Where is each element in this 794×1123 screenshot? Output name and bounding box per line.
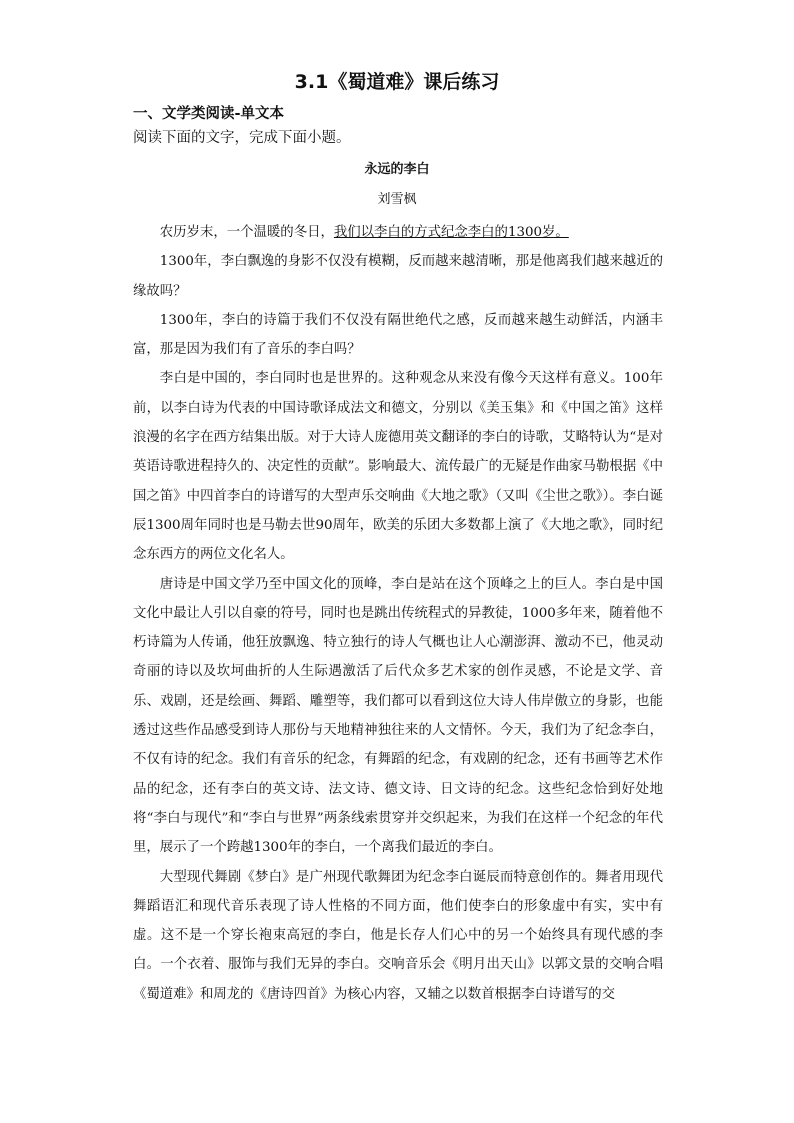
paragraph-2: 1300年，李白飘逸的身影不仅没有模糊，反而越来越清晰，那是他离我们越来越近的缘故吗？ bbox=[133, 254, 663, 299]
article-body bbox=[133, 218, 663, 1009]
paragraph-1-lead: 农历岁末，一个温暖的冬日， bbox=[159, 225, 334, 240]
paragraph-3: 1300年，李白的诗篇于我们不仅没有隔世绝代之感，反而越来越生动鲜活，内涵丰富，那是因为我们有了音乐的李白吗？ bbox=[133, 312, 663, 358]
underlined-sentence: 我们以李白的方式纪念李白的1300岁。 bbox=[333, 225, 569, 240]
paragraph-5: 唐诗是中国文学乃至中国文化的顶峰，李白是站在这个顶峰之上的巨人。李白是中国文化中最让人引以自豪的符号，同时也是跳出传统程式的异教徒，1000多年来，随着他不朽诗篇为人传诵，他狂放飘逸、特立独行的诗人气概也让人心潮澎湃、激动不已，他灵动奇丽的诗以及坎坷曲折的人生际遇激活了后代众多艺术家的创作灵感，不论是文学、音乐、戏剧，还是绘画、舞蹈、雕塑等，我们都可以看到这位大诗人伟岸傲立的身影，也能透过这些作品感受到诗人那份与天地精神独往来的人文情怀。今天，我们为了纪念李白，不仅有诗的纪念。我们有音乐的纪念，有舞蹈的纪念，有戏剧的纪念，还有书画等艺术作品的纪念，还有李白的英文诗、法文诗、德文诗、日文诗的纪念。这些纪念恰到好处地将“李白与现代”和“李白与世界”两条线索贯穿并交织起来，为我们在这样一个纪念的年代里，展示了一个跨越1300年的李白，一个离我们最近的李白。 bbox=[133, 576, 663, 856]
article-author: 刘雪枫 bbox=[377, 192, 417, 207]
page-title: 3.1《蜀道难》课后练习 bbox=[294, 71, 500, 93]
paragraph-1 bbox=[133, 218, 663, 247]
reading-instruction: 阅读下面的文字，完成下面小题。 bbox=[133, 130, 351, 146]
section-heading: 一、文学类阅读-单文本 bbox=[133, 106, 285, 122]
paragraph-6: 大型现代舞剧《梦白》是广州现代歌舞团为纪念李白诞辰而特意创作的。舞者用现代舞蹈语汇和现代音乐表现了诗人性格的不同方面，他们使李白的形象虚中有实，实中有虚。这不是一个穿长袍束高冠的李白，他是长存人们心中的另一个始终具有现代感的李白。一个衣着、服饰与我们无异的李白。交响音乐会《明月出天山》以郭文景的交响合唱《蜀道难》和周龙的《唐诗四首》为核心内容，又辅之以数首根据李白诗谱写的交 bbox=[133, 869, 663, 1002]
paragraph-4: 李白是中国的，李白同时也是世界的。这种观念从来没有像今天这样有意义。100年前，以李白诗为代表的中国诗歌译成法文和德文，分别以《美玉集》和《中国之笛》这样浪漫的名字在西方结集出版。对于大诗人庞德用英文翻译的李白的诗歌，艾略特认为“是对英语诗歌进程持久的、决定性的贡献”。影响最大、流传最广的无疑是作曲家马勒根据《中国之笛》中四首李白的诗谱写的大型声乐交响曲《大地之歌》（又叫《尘世之歌》）。李白诞辰1300周年同时也是马勒去世90周年，欧美的乐团大多数都上演了《大地之歌》，同时纪念东西方的两位文化名人。 bbox=[133, 371, 663, 563]
article-title: 永远的李白 bbox=[364, 162, 430, 177]
